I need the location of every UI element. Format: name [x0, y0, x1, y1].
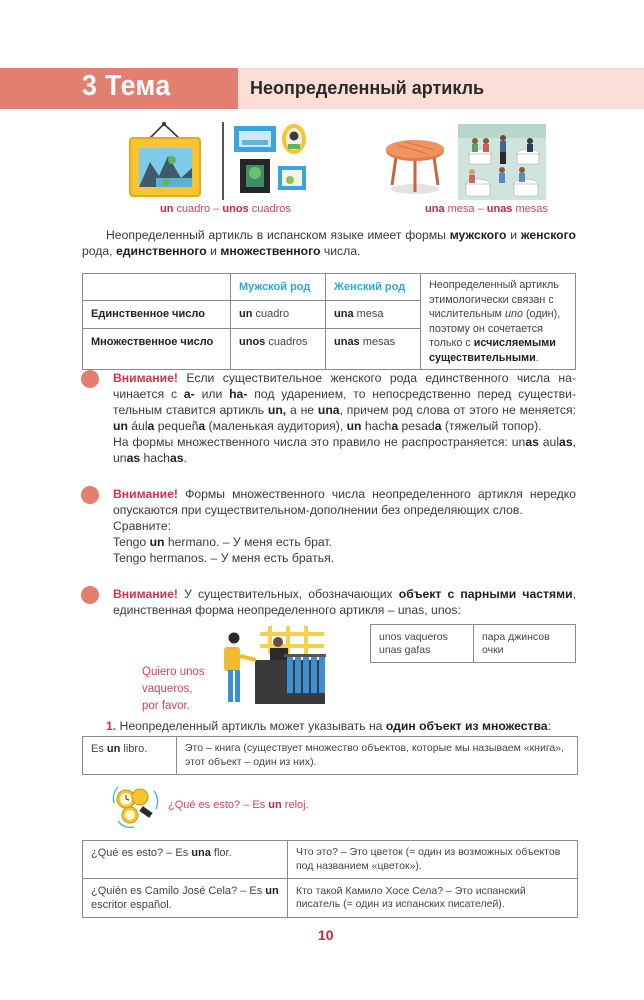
- attention-bullet-icon: [81, 586, 99, 604]
- row-label-plural: Множественное число: [83, 328, 231, 369]
- attention-label: Внимание!: [113, 371, 178, 385]
- bold-text: un: [113, 419, 128, 433]
- several-pictures-image: [230, 122, 310, 200]
- text: ¿Quién es Camilo José Cela? – Es: [91, 885, 266, 897]
- clocks-image: [110, 783, 160, 829]
- header-feminine: Женский род: [326, 274, 421, 301]
- russian-translation-cell: Кто такой Камило Хосе Села? – Это испанский писатель (= один из испанских писателей).: [288, 879, 578, 918]
- article-unos: unos: [222, 203, 249, 215]
- note-text: Неопределенный артикль этимологически связан с числительным: [429, 279, 559, 320]
- text: Неопределенный артикль может указывать на: [116, 719, 386, 733]
- rule-1-heading: [106, 718, 578, 734]
- caption-text: cuadro –: [173, 203, 223, 215]
- bold-text: единственного: [115, 244, 207, 258]
- text: ¿Qué es esto? – Es: [168, 799, 269, 811]
- bold-text: un: [268, 799, 282, 811]
- article-unas: unas: [486, 203, 513, 215]
- text: reloj.: [281, 799, 309, 811]
- bold-text: un: [346, 419, 362, 433]
- caption-text: mesas: [512, 203, 548, 215]
- page-title: Неопределенный артикль: [250, 78, 485, 98]
- text: Формы множественного числа неопределенного артикля нередко опускаются при существительном-дополнении без определяющих слов.: [113, 487, 576, 517]
- cell-masc-plural: [231, 328, 326, 369]
- article-un: un: [160, 203, 174, 215]
- note-text: .: [535, 351, 539, 364]
- bold-text: один объект из множества: [385, 719, 548, 733]
- restaurant-tables-image: [458, 124, 546, 200]
- note-bold: исчисляемыми существительными: [429, 337, 556, 364]
- russian-translations-cell: [474, 625, 576, 663]
- table-row: [371, 625, 576, 663]
- text: под ударением, то непосредственно перед существительным ставится артикль: [113, 387, 576, 417]
- bold-text: un: [149, 535, 165, 549]
- article: un: [239, 308, 253, 321]
- bold-text: as: [169, 451, 184, 465]
- attention-bullet-icon: [81, 370, 99, 388]
- article: unos: [239, 335, 266, 348]
- cell-masc-singular: [231, 300, 326, 328]
- text: , причем род слова от этого не меняется:: [339, 403, 577, 417]
- bold-text: una: [191, 847, 211, 859]
- note-italic: uno: [504, 308, 523, 320]
- row-label-singular: Единственное число: [83, 300, 231, 328]
- article: una: [334, 308, 354, 321]
- text: Сравните:: [113, 519, 171, 533]
- text: На формы множественного числа это правило не распространяется: un: [113, 435, 526, 449]
- bold-text: a: [391, 419, 399, 433]
- bold-text: as: [525, 435, 539, 449]
- text: числа.: [320, 244, 361, 258]
- text: и: [206, 244, 221, 258]
- text: Es: [91, 743, 107, 755]
- table-row: [83, 737, 578, 775]
- text: escritor español.: [91, 899, 172, 911]
- header-masculine: Мужской род: [231, 274, 326, 301]
- text: :: [547, 719, 551, 733]
- caption-text: cuadros: [248, 203, 291, 215]
- text: (тяжелый топор).: [441, 419, 542, 433]
- spanish-example-cell: [83, 841, 288, 879]
- text: пара джинсов: [482, 630, 550, 643]
- text: очки: [482, 643, 504, 656]
- clock-example: [168, 797, 309, 814]
- spanish-example-cell: [83, 737, 177, 775]
- bold-text: a: [198, 419, 206, 433]
- text: hach: [140, 451, 170, 465]
- bold-text: as: [559, 435, 573, 449]
- text: pequeñ: [154, 419, 199, 433]
- text: hach: [361, 419, 392, 433]
- text: , единственная форма неопределенного артикля – unas, unos:: [113, 587, 576, 617]
- text: , un: [113, 435, 576, 465]
- caption-mesa: [425, 203, 548, 215]
- page-number: 10: [318, 927, 334, 943]
- rule-number: 1.: [106, 719, 117, 733]
- article-una: una: [425, 203, 445, 215]
- table-row: [83, 841, 578, 879]
- noun: cuadros: [265, 335, 308, 348]
- noun: mesa: [353, 308, 384, 321]
- note-text: (один), поэтому он сочетается только с: [429, 308, 561, 349]
- text: или: [194, 387, 230, 401]
- spanish-examples-cell: [371, 625, 474, 663]
- bold-text: женского: [520, 228, 576, 242]
- article: unas: [334, 335, 360, 348]
- text: ¿Qué es esto? – Es: [91, 847, 192, 859]
- text: Tengo: [113, 535, 150, 549]
- table-row: [83, 879, 578, 918]
- text: flor.: [210, 847, 232, 859]
- text: и: [506, 228, 521, 242]
- text: unos vaqueros: [379, 630, 448, 643]
- attention-note-3: [113, 586, 576, 618]
- text: libro.: [120, 743, 148, 755]
- caption-text: mesa –: [444, 203, 487, 215]
- speech-quiero-vaqueros: Quiero unos vaqueros, por favor.: [142, 666, 205, 712]
- text: Tengo hermanos. – У меня есть братья.: [113, 551, 335, 565]
- text: (маленькая аудитория),: [205, 419, 347, 433]
- text: .: [183, 451, 187, 465]
- text: а не: [286, 403, 318, 417]
- text: Неопределенный артикль в испанском языке имеет формы: [106, 228, 450, 242]
- russian-translation-cell: Что это? – Это цветок (= один из возможных объектов под названием «цветок»).: [288, 841, 578, 879]
- spanish-example-cell: [83, 879, 288, 918]
- topic-number: 3 Тема: [82, 70, 171, 102]
- table-corner-cell: [83, 274, 231, 301]
- examples-table: [82, 840, 578, 918]
- text: ául: [127, 419, 148, 433]
- attention-label: Внимание!: [113, 587, 178, 601]
- rule-1-table: [82, 736, 578, 775]
- attention-note-2: [113, 486, 576, 566]
- bold-text: мужского: [449, 228, 507, 242]
- article-forms-table: [82, 273, 576, 370]
- bold-text: объект с парными частями: [398, 587, 573, 601]
- text: У существительных, обозначающих: [177, 587, 399, 601]
- bold-text: una: [317, 403, 340, 417]
- table-image: [384, 137, 446, 199]
- table-note-cell: [421, 274, 576, 370]
- bold-text: a: [147, 419, 155, 433]
- noun: cuadro: [252, 308, 290, 321]
- bold-text: a: [434, 419, 442, 433]
- attention-label: Внимание!: [113, 487, 178, 501]
- bold-text: a-: [183, 387, 195, 401]
- bold-text: un: [106, 743, 121, 755]
- cell-fem-plural: [326, 328, 421, 369]
- text: Если существительное женского рода единственного числа начинается с: [113, 371, 576, 401]
- text: aul: [538, 435, 560, 449]
- russian-explanation-cell: Это – книга (существует множество объектов, которые мы называем «книга», этот объект – один из них).: [177, 737, 578, 775]
- framed-picture-image: [126, 118, 206, 200]
- bold-text: множественного: [220, 244, 321, 258]
- attention-note-1: [113, 370, 576, 466]
- text: unas gafas: [379, 643, 431, 656]
- text: рода,: [82, 244, 116, 258]
- illustration-divider: [222, 122, 224, 200]
- text: hermano. – У меня есть брат.: [164, 535, 332, 549]
- cell-fem-singular: [326, 300, 421, 328]
- attention-bullet-icon: [81, 486, 99, 504]
- noun: mesas: [359, 335, 396, 348]
- bold-text: ha-: [229, 387, 248, 401]
- bold-text: as: [126, 451, 141, 465]
- paired-objects-table: [370, 624, 576, 663]
- shop-jeans-image: [218, 620, 328, 706]
- caption-cuadro: [160, 203, 291, 215]
- bold-text: un,: [267, 403, 287, 417]
- intro-paragraph: [82, 227, 576, 259]
- bold-text: un: [265, 885, 279, 897]
- text: pesad: [398, 419, 435, 433]
